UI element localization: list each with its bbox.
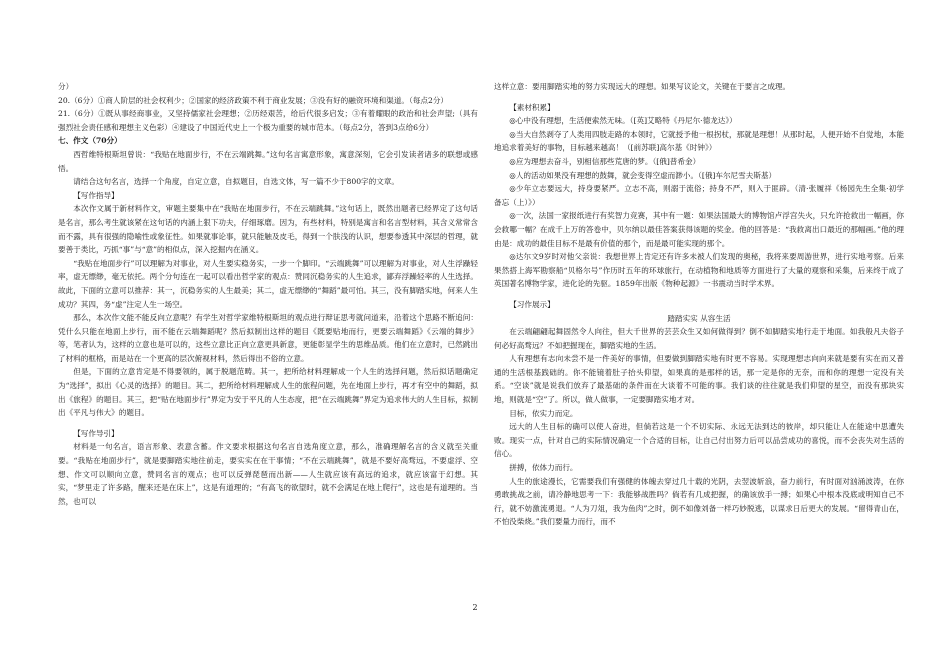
paragraph: ◎心中没有理想，生活便索然无味。（[英]艾略特《丹尼尔·德龙达》） xyxy=(509,116,737,126)
paragraph: 在云端翩翩起舞固然令人向往，但大千世界的芸芸众生又如何做得到？倒不如脚踏实地行走于地面。如我般凡夫俗子何必好高骛远？不如把握现在，脚踏实地的生活。 xyxy=(494,327,904,350)
paragraph: “我贴在地面步行”可以理解为对事业，对人生要实稳务实，一步一个脚印。“云端跳舞”可以理解为对事业，对人生浮躁轻率，虚无缥缈，毫无依托。两个分句连在一起可以看出哲学家的观点：赞同沉稳务实的人生追求，鄙弃浮躁轻率的人生选择。故此，下面的立意可以推荐：其一，沉稳务实的人生最美；其二，虚无缥缈的“舞蹈”最可怕。其三，没有脚踏实地，何来人生成功？其四，务“虚”注定人生一场空。 xyxy=(58,258,478,309)
paragraph: 20.（6分）①商人阶层的社会权利少；②国家的经济政策不利于商业发展；③没有好的融资环境和渠道。（每点2分） xyxy=(58,95,449,105)
paragraph: ◎达尔文9岁时对他父亲说：我想世界上肯定还有许多未被人们发现的奥秘，我将来要周游世界，进行实地考察。后来果然搭上海军勘察船“贝格尔号”作历时五年的环球旅行，在动植物和地质等方面进行了大量的观察和采集，后来终于成了英国著名博物学家，进化论的先驱。1859年出版《物种起源》一书震动当时学术界。 xyxy=(494,252,904,289)
paragraph: 远大的人生目标的确可以使人奋进，但倘若这是一个不切实际、永远无法到达的彼岸，却只能让人在能途中思遭失败。现实一点，针对自己的实际情况确定一个合适的目标，让自己付出努力后可以品尝成功的喜悦，而不会丧失对生活的信心。 xyxy=(494,422,904,459)
section-heading: 七、作文（70分） xyxy=(58,136,122,146)
paragraph: 但是，下面的立意肯定是不得要领的，属于脱题范畴。其一，把所给材料理解成一个人生的选择问题，然后拟话题确定为“选择”，拟出《心灵的选择》的题目。其二，把所给材料理解成人生的旅程问题，先在地面上步行，再才有空中的舞蹈，拟出《旅程》的题目。其三，把“贴在地面步行”界定为安于平凡的人生态度，把“在云端跳舞”界定为追求伟大的人生目标，拟制出《平凡与伟大》的题目。 xyxy=(58,367,478,418)
paragraph: 21.（6分）①既从事经商事业，又坚持儒家社会理想；②历经艰苦，给后代很多启发；③有着耀眼的政治和社会声望;（具有强烈社会责任感和理想主义色彩）④建设了中国近代史上一个极为重要的城市范本。（每点2分，答到3点给6分） xyxy=(58,109,478,132)
paragraph: 【素材积累】 xyxy=(509,102,555,112)
paragraph: 人有理想有志向未尝不是一件美好的事情，但要做到脚踏实地有时更不容易。实现理想志向向来就是要有实在而又普通的生活根基践础的。你不能镜着肚子抬头仰望，如果真的是那样的话，那一定是你的无奈，而和你的理想一定没有关系。“空谈”就是说我们放弃了最基础的条件而在大谈着不可能的事。我们谈的往往就是我们仰望的星空，而没有那块实地，则就是“空”了。所以，做人做事，一定要脚踏实地才对。 xyxy=(494,354,904,405)
paragraph: 【写作指导】 xyxy=(73,190,119,200)
paragraph-gap xyxy=(58,420,478,427)
paragraph: 拼搏，依体力而行。 xyxy=(509,463,578,473)
paragraph: 目标，依实力而定。 xyxy=(509,408,578,418)
right-column xyxy=(494,80,904,529)
left-column xyxy=(58,80,478,508)
essay-title: 踏踏实实 从容生活 xyxy=(667,313,731,323)
paragraph: ◎应为理想去奋斗，别相信那些荒唐的梦。（[俄]普希金） xyxy=(509,156,701,166)
paragraph: ◎当大自然剥夺了人类用四肢走路的本领时，它就授予他一根拐杖，那就是理想！从那时起，人便开始不自觉地，本能地追求着美好的事物，目标越来越高！（[前苏联]高尔基《时钟》） xyxy=(494,129,904,153)
paragraph: 分） xyxy=(58,82,74,91)
paragraph-gap xyxy=(494,94,904,101)
paragraph: 那么，本次作文能不能反向立意呢？有学生对哲学家维特根斯坦的观点进行辩证思考就问道来，沿着这个思路不断追问：凭什么只能在地面上步行，而不能在云端舞蹈呢？然后拟制出这样的题目《既要贴地而行，更要云端舞蹈》《云端的舞步》等，笔者认为，这样的立意也是可以的，这些立意比正向立意更具新意，更能彰显学生的思维品质。他们在立意时，已然跳出了材料的框格，而是站在一个更高的层次俯视材料，然后得出不俗的立意。 xyxy=(58,313,478,363)
paragraph: 请结合这句名言，选择一个角度，自定立意，自拟题目，自选文体，写一篇不少于800字的文章。 xyxy=(73,177,400,187)
paragraph: 这样立意：要用脚踏实地的努力实现远大的理想。如果写议论文，关键在于要言之成理。 xyxy=(494,82,791,91)
paragraph: 【写作导引】 xyxy=(73,428,119,438)
paragraph: ◎一次，法国一家报纸进行有奖智力竞赛，其中有一题：如果法国最大的博物馆卢浮宫失火，只允许抢救出一幅画，你会救哪一幅？在成千上万的答卷中，贝尔纳以最佳答案获得该题的奖金。他的回答是：“我救离出口最近的那幅画。”他的理由是：成功的最佳目标不是最有价值的那个，而是最可能实现的那个。 xyxy=(494,211,904,248)
paragraph: 西哲维特根斯坦曾说：“我贴在地面步行，不在云端跳舞。”这句名言寓意形象，寓意深刻，它会引发读者诸多的联想或感悟。 xyxy=(58,149,478,173)
paragraph: ◎人的活动如果没有理想的鼓舞，就会变得空虚而渺小。（[俄]车尔尼雪夫斯基） xyxy=(509,170,777,180)
page-number: 2 xyxy=(472,603,478,612)
paragraph: 材料是一句名言，语言形象、表意含蓄。作文要求根据这句名言自选角度立意，那么，准确理解名言的含义就至关重要。“我贴在地面步行”，就是要脚踏实地往前走，要实实在在干事情；“不在云端跳舞”，就是不要好高骛远，不要虚浮、空想、作文可以顺向立意，赞同名言的观点；也可以反弹琵琶而出新——人生就应该有高远的追求，就应该富于幻想。其实，“梦里走了许多路，醒来还是在床上”，这是有道理的；“有高飞的欲望时，就不会满足在地上爬行”，这也是有道理的。当然，也可以 xyxy=(58,442,478,506)
paragraph: ◎少年立志要远大，持身要紧严。立志不高，则溺于流俗；持身不严，则入于匪辟。（清·张履祥《杨园先生全集·初学备忘（上）》） xyxy=(494,184,904,207)
paragraph: 【习作展示】 xyxy=(509,299,555,309)
paragraph-gap xyxy=(494,291,904,298)
paragraph: 本次作文属于新材料作文，审题主要集中在“我贴在地面步行，不在云端跳舞。”这句话上，既然出题者已经界定了这句话是名言，那么考生就该紧在这句话的内涵上狠下功夫，仔细琢磨。因为，有些材料，特别是寓言和名言型材料，其含义常常含而不露，具有很强的隐喻性或象征性。如果就事论事，就只能触及皮毛，得到一个肤浅的认识，想要参透其中深层的哲理，就要善于类比，巧抓“事”与“意”的相似点，深入挖掘内在涵义。 xyxy=(58,204,478,255)
paragraph: 人生的旅途漫长，它需要我们有强健的体魄去穿过几十载的光阴，去翌波斩浪，奋力前行，有时面对汹涌波涛，在你勇敢挑战之前，请冷静地思考一下：我能够战胜吗？倘若有几成把握，的确该放手一搏；如果心中根本没底或明知自己不行，就不妨激流勇退。“人为刀俎，我为鱼肉”之时，倒不如像刘备一样巧妙脱逃，以谋求日后更大的发展。“留得青山在，不怕没柴烧。”我们要量力而行，而不 xyxy=(494,476,904,527)
